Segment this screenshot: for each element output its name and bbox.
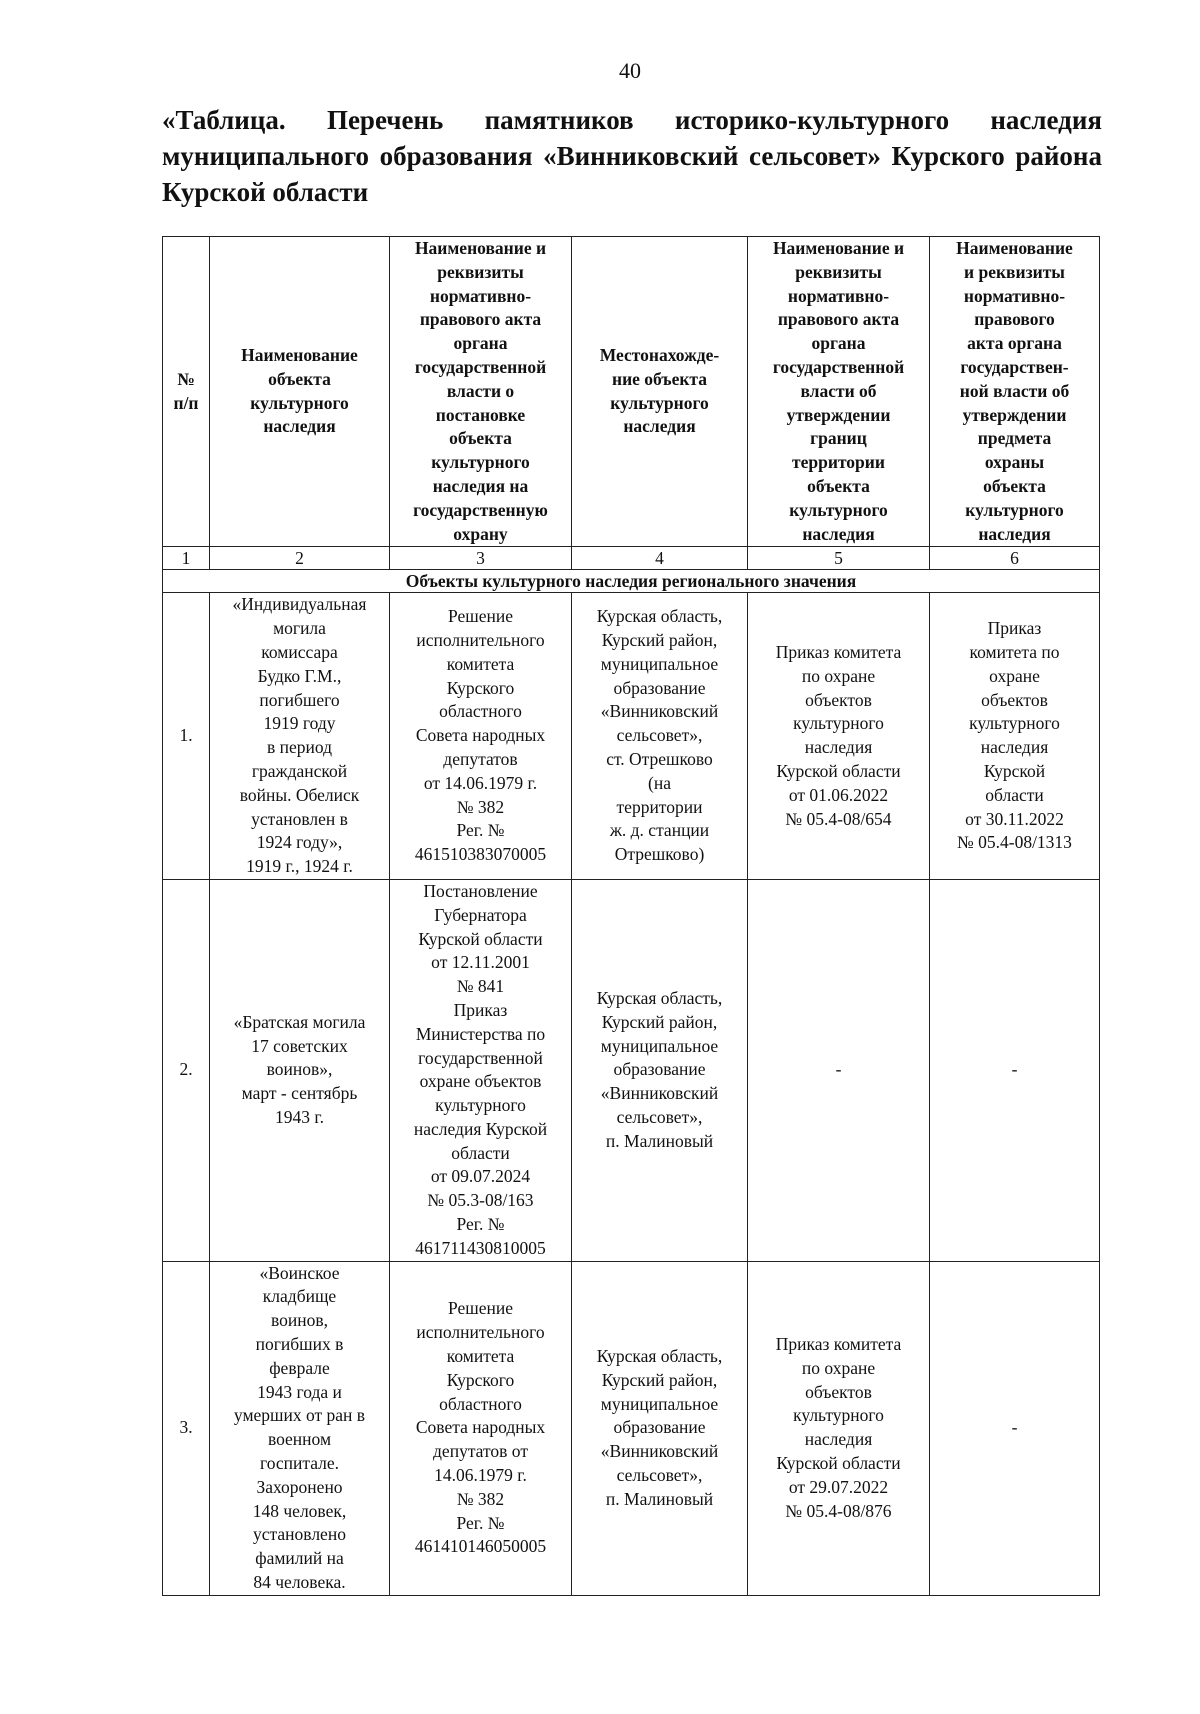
column-number-row: [163, 547, 1100, 570]
territory-act: Приказ комитета по охране объектов культурного наследия Курской области от 01.06.2022 № 05.4-08/654: [748, 593, 930, 880]
document-title: «Таблица. Перечень памятников историко-культурного наследия муниципального образования «Винниковский сельсовет» Курского района Курской области: [162, 105, 1102, 207]
row-number: 1.: [163, 593, 210, 880]
column-number: 1: [163, 547, 210, 570]
table-row: [163, 879, 1100, 1261]
header-number: № п/п: [163, 237, 210, 547]
object-name: «Индивидуальная могила комиссара Будко Г.М., погибшего 1919 году в период гражданской войны. Обелиск установлен в 1924 году», 1919 г., 1924 г.: [210, 593, 390, 880]
column-number: 3: [390, 547, 572, 570]
heritage-table: [162, 236, 1100, 1596]
territory-act: Приказ комитета по охране объектов культурного наследия Курской области от 29.07.2022 № 05.4-08/876: [748, 1261, 930, 1595]
registration-act: Решение исполнительного комитета Курского областного Совета народных депутатов от 14.06.1979 г. № 382 Рег. № 461510383070005: [390, 593, 572, 880]
object-name: «Братская могила 17 советских воинов», март - сентябрь 1943 г.: [210, 879, 390, 1261]
protection-act: -: [930, 879, 1100, 1261]
column-number: 2: [210, 547, 390, 570]
protection-act: Приказ комитета по охране объектов культурного наследия Курской области от 30.11.2022 № 05.4-08/1313: [930, 593, 1100, 880]
section-title: Объекты культурного наследия регионального значения: [163, 570, 1100, 593]
page-number: 40: [619, 58, 641, 83]
row-number: 2.: [163, 879, 210, 1261]
location: Курская область, Курский район, муниципальное образование «Винниковский сельсовет», п. Малиновый: [572, 879, 748, 1261]
header-territory-act: Наименование и реквизиты нормативно- правового акта органа государственной власти об утверждении границ территории объекта культурного наследия: [748, 237, 930, 547]
object-name: «Воинское кладбище воинов, погибших в феврале 1943 года и умерших от ран в военном госпитале. Захоронено 148 человек, установлено фамилий на 84 человека.: [210, 1261, 390, 1595]
column-number: 6: [930, 547, 1100, 570]
header-registration-act: Наименование и реквизиты нормативно- правового акта органа государственной власти о постановке объекта культурного наследия на государственную охрану: [390, 237, 572, 547]
row-number: 3.: [163, 1261, 210, 1595]
registration-act: Решение исполнительного комитета Курского областного Совета народных депутатов от 14.06.1979 г. № 382 Рег. № 461410146050005: [390, 1261, 572, 1595]
registration-act: Постановление Губернатора Курской области от 12.11.2001 № 841 Приказ Министерства по государственной охране объектов культурного наследия Курской области от 09.07.2024 № 05.3-08/163 Рег. № 461711430810005: [390, 879, 572, 1261]
section-row: [163, 570, 1100, 593]
column-number: 4: [572, 547, 748, 570]
location: Курская область, Курский район, муниципальное образование «Винниковский сельсовет», ст. Отрешково (на территории ж. д. станции Отрешково): [572, 593, 748, 880]
table-row: [163, 593, 1100, 880]
header-location: Местонахожде- ние объекта культурного наследия: [572, 237, 748, 547]
location: Курская область, Курский район, муниципальное образование «Винниковский сельсовет», п. Малиновый: [572, 1261, 748, 1595]
header-protection-act: Наименование и реквизиты нормативно- правового акта органа государствен- ной власти об утверждении предмета охраны объекта культурного наследия: [930, 237, 1100, 547]
protection-act: -: [930, 1261, 1100, 1595]
header-object-name: Наименование объекта культурного наследия: [210, 237, 390, 547]
column-number: 5: [748, 547, 930, 570]
table-header-row: [163, 237, 1100, 547]
table-row: [163, 1261, 1100, 1595]
territory-act: -: [748, 879, 930, 1261]
